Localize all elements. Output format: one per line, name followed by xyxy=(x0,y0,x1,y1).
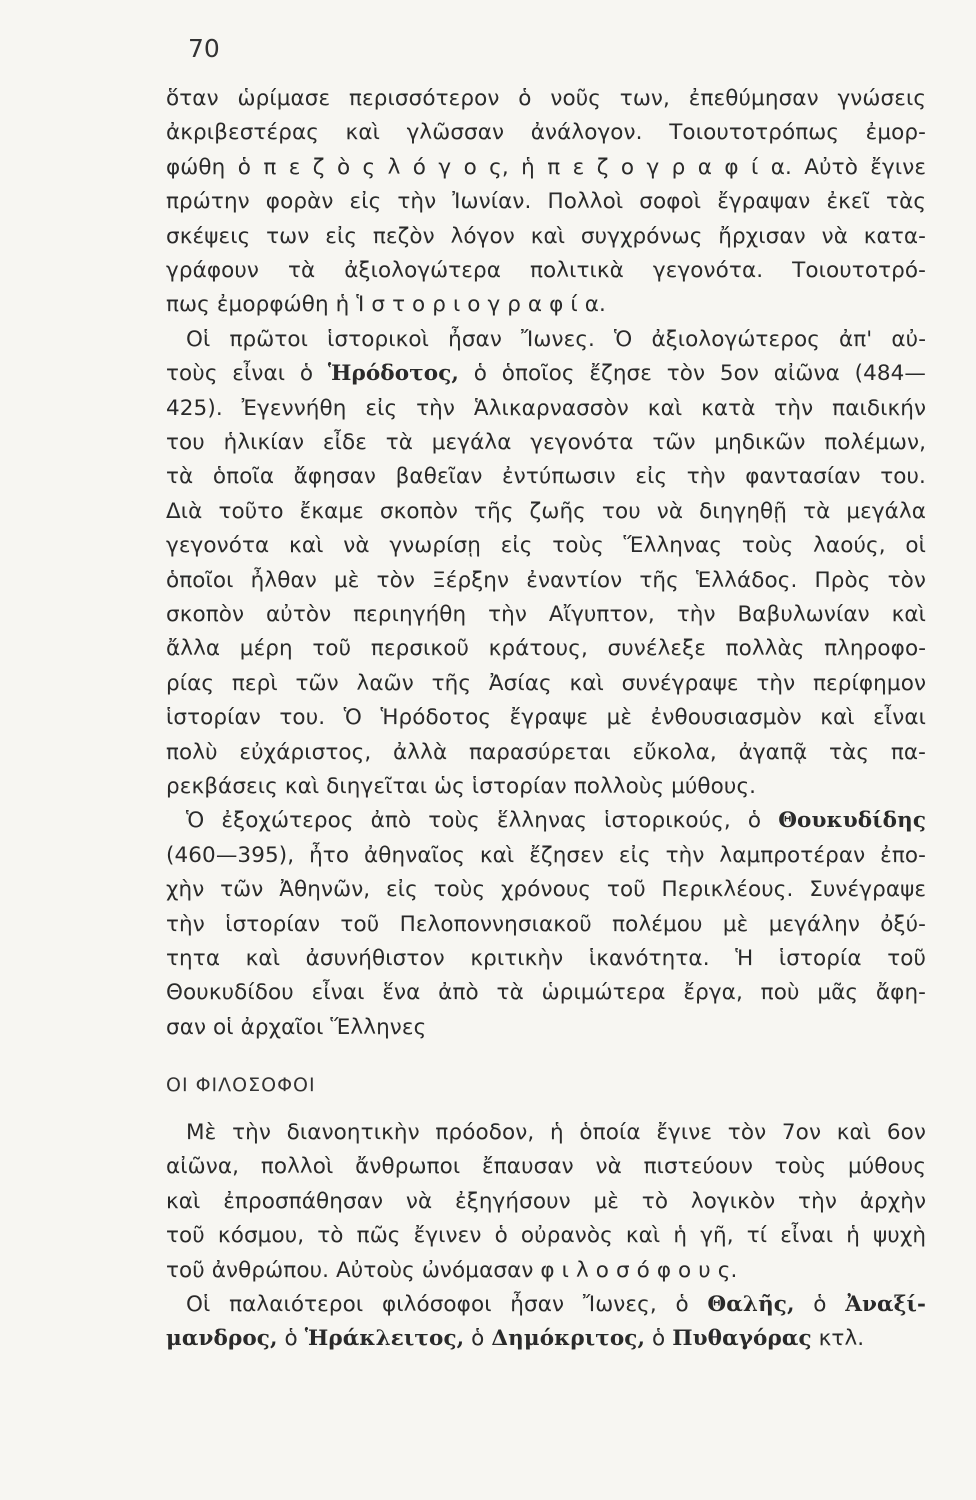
text-line: σκοπὸν αὐτὸν περιηγήθη τὴν Αἴγυπτον, τὴν Βαβυλωνίαν καὶ xyxy=(166,602,926,627)
text-line: του ἡλικίαν εἶδε τὰ μεγάλα γεγονότα τῶν μηδικῶν πολέμων, xyxy=(166,430,926,455)
section-heading: ΟΙ ΦΙΛΟΣΟΦΟΙ xyxy=(166,1074,316,1096)
text-line: σαν οἱ ἀρχαῖοι Ἕλληνες xyxy=(166,1014,427,1040)
text-line: καὶ ἐπροσπάθησαν νὰ ἐξηγήσουν μὲ τὸ λογικὸν τὴν ἀρχὴν xyxy=(166,1188,926,1214)
text-line: γεγονότα καὶ νὰ γνωρίσῃ εἰς τοὺς Ἕλληνας τοὺς λαούς, οἱ xyxy=(166,533,926,559)
text-line: τητα καὶ ἀσυνήθιστον κριτικὴν ἱκανότητα. Ἡ ἱστορία τοῦ xyxy=(166,946,926,971)
text-line: ἄλλα μέρη τοῦ περσικοῦ κράτους, συνέλεξε πολλὰς πληροφο- xyxy=(166,636,926,662)
text-line: Ὁ ἐξοχώτερος ἀπὸ τοὺς ἕλληνας ἱστορικούς, ὁ Θουκυδίδης xyxy=(186,808,926,834)
text-line: ὁποῖοι ἦλθαν μὲ τὸν Ξέρξην ἐναντίον τῆς Ἑλλάδος. Πρὸς τὸν xyxy=(166,567,926,593)
text-line: πως ἐμορφώθη ἡ Ἱ σ τ ο ρ ι ο γ ρ α φ ί α. xyxy=(166,292,606,318)
text-line: ρίας περὶ τῶν λαῶν τῆς Ἀσίας καὶ συνέγραψε τὴν περίφημον xyxy=(166,670,926,696)
text-line: τοῦ ἀνθρώπου. Αὐτοὺς ὠνόμασαν φ ι λ ο σ ό φ ο υ ς. xyxy=(166,1257,738,1283)
text-line: αἰῶνα, πολλοὶ ἄνθρωποι ἔπαυσαν νὰ πιστεύουν τοὺς μύθους xyxy=(166,1154,926,1180)
text-line: φώθη ὁ π ε ζ ὸ ς λ ό γ ο ς, ἡ π ε ζ ο γ ρ α φ ί α. Αὐτὸ ἔγινε xyxy=(166,154,926,180)
text-line: Διὰ τοῦτο ἔκαμε σκοπὸν τῆς ζωῆς του νὰ διηγηθῇ τὰ μεγάλα xyxy=(166,498,926,524)
text-line: ἱστορίαν του. Ὁ Ἡρόδοτος ἔγραψε μὲ ἐνθουσιασμὸν καὶ εἶναι xyxy=(166,705,926,731)
text-line: σκέψεις των εἰς πεζὸν λόγον καὶ συγχρόνως ἤρχισαν νὰ κατα- xyxy=(166,223,926,249)
text-line: τὴν ἱστορίαν τοῦ Πελοποννησιακοῦ πολέμου μὲ μεγάλην ὀξύ- xyxy=(166,911,926,937)
text-line: ὅταν ὡρίμασε περισσότερον ὁ νοῦς των, ἐπεθύμησαν γνώσεις xyxy=(166,86,926,111)
text-line: μανδρος, ὁ Ἡράκλειτος, ὁ Δημόκριτος, ὁ Πυθαγόρας κτλ. xyxy=(166,1326,865,1352)
text-line: χὴν τῶν Ἀθηνῶν, εἰς τοὺς χρόνους τοῦ Περικλέους. Συνέγραψε xyxy=(166,877,926,903)
text-line: τοῦ κόσμου, τὸ πῶς ἔγινεν ὁ οὐρανὸς καὶ ἡ γῆ, τί εἶναι ἡ ψυχὴ xyxy=(166,1223,926,1249)
text-line: ρεκβάσεις καὶ διηγεῖται ὡς ἱστορίαν πολλοὺς μύθους. xyxy=(166,774,757,799)
text-line: ἀκριβεστέρας καὶ γλῶσσαν ἀνάλογον. Τοιουτοτρόπως ἐμορ- xyxy=(166,120,926,146)
text-line: Οἱ πρῶτοι ἱστορικοὶ ἦσαν Ἴωνες. Ὁ ἀξιολογώτερος ἀπ' αὐ- xyxy=(186,326,926,352)
text-line: (460—395), ἦτο ἀθηναῖος καὶ ἔζησεν εἰς τὴν λαμπροτέραν ἐπο- xyxy=(166,842,926,868)
page-number: 70 xyxy=(188,34,220,63)
text-line: τοὺς εἶναι ὁ Ἡρόδοτος, ὁ ὁποῖος ἔζησε τὸν 5ον αἰῶνα (484— xyxy=(166,361,926,387)
text-line: γράφουν τὰ ἀξιολογώτερα πολιτικὰ γεγονότα. Τοιουτοτρό- xyxy=(166,258,926,283)
text-line: πρώτην φορὰν εἰς τὴν Ἰωνίαν. Πολλοὶ σοφοὶ ἔγραψαν ἐκεῖ τὰς xyxy=(166,189,926,215)
text-line: τὰ ὁποῖα ἄφησαν βαθεῖαν ἐντύπωσιν εἰς τὴν φαντασίαν του. xyxy=(166,464,926,490)
text-line: Μὲ τὴν διανοητικὴν πρόοδον, ἡ ὁποία ἔγινε τὸν 7ον καὶ 6ον xyxy=(186,1120,926,1145)
text-line: 425). Ἐγεννήθη εἰς τὴν Ἁλικαρνασσὸν καὶ κατὰ τὴν παιδικήν xyxy=(166,395,926,421)
text-line: Οἱ παλαιότεροι φιλόσοφοι ἦσαν Ἴωνες, ὁ Θαλῆς, ὁ Ἀναξί- xyxy=(186,1292,926,1317)
text-line: πολὺ εὐχάριστος, ἀλλὰ παρασύρεται εὔκολα, ἀγαπᾷ τὰς πα- xyxy=(166,739,926,765)
text-line: Θουκυδίδου εἶναι ἕνα ἀπὸ τὰ ὡριμώτερα ἔργα, ποὺ μᾶς ἄφη- xyxy=(166,980,926,1006)
